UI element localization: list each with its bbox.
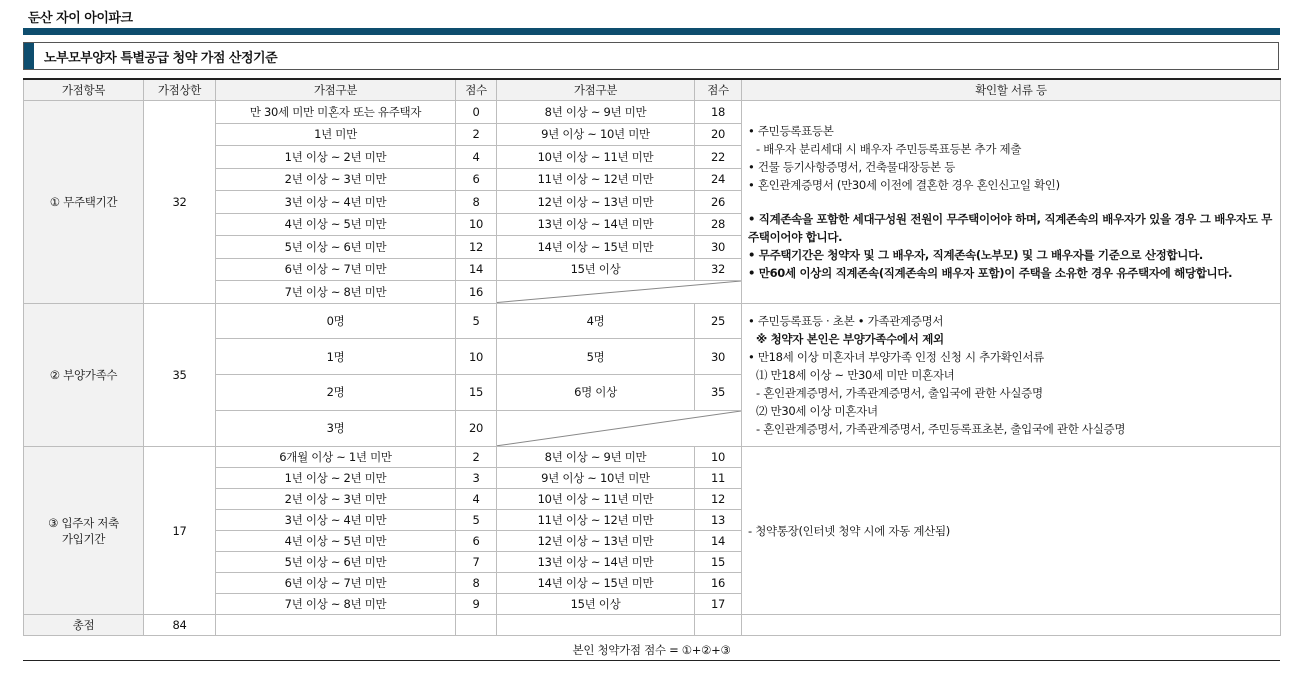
score-cell: 22 xyxy=(695,146,742,169)
score-cell: 15 xyxy=(695,552,742,573)
category-cell: 0명 xyxy=(216,303,456,339)
score-cell: 18 xyxy=(695,101,742,124)
diagonal-line xyxy=(497,411,741,446)
col-header-score-right: 점수 xyxy=(695,79,742,101)
empty-cell xyxy=(497,615,695,636)
max-savings-period: 17 xyxy=(144,446,216,615)
item-savings-period xyxy=(24,446,144,615)
doc-line: • 주민등록표등 · 초본 • 가족관계증명서 xyxy=(748,313,944,328)
score-cell: 32 xyxy=(695,258,742,281)
col-header-category-right: 가점구분 xyxy=(497,79,695,101)
brand-name: 둔산 자이 아이파크 xyxy=(28,11,133,26)
category-cell: 6년 이상 ~ 7년 미만 xyxy=(216,258,456,281)
score-cell: 25 xyxy=(695,303,742,339)
category-cell: 6명 이상 xyxy=(497,375,695,411)
score-cell: 14 xyxy=(456,258,497,281)
score-cell: 15 xyxy=(456,375,497,411)
score-cell: 10 xyxy=(456,339,497,375)
empty-cell xyxy=(742,615,1281,636)
doc-line: - 청약통장(인터넷 청약 시에 자동 계산됨) xyxy=(748,523,950,538)
score-cell: 6 xyxy=(456,531,497,552)
category-cell: 6개월 이상 ~ 1년 미만 xyxy=(216,446,456,467)
category-cell: 13년 이상 ~ 14년 미만 xyxy=(497,213,695,236)
score-cell: 20 xyxy=(456,410,497,446)
category-cell: 8년 이상 ~ 9년 미만 xyxy=(497,101,695,124)
col-header-category-left: 가점구분 xyxy=(216,79,456,101)
item-housing-period: ① 무주택기간 xyxy=(24,101,144,304)
category-cell: 11년 이상 ~ 12년 미만 xyxy=(497,509,695,530)
col-header-score-left: 점수 xyxy=(456,79,497,101)
score-cell: 14 xyxy=(695,531,742,552)
score-cell: 5 xyxy=(456,303,497,339)
max-housing-period: 32 xyxy=(144,101,216,304)
documents-savings-period xyxy=(742,446,1281,615)
score-cell: 8 xyxy=(456,573,497,594)
score-cell: 5 xyxy=(456,509,497,530)
score-cell: 10 xyxy=(695,446,742,467)
category-cell: 3명 xyxy=(216,410,456,446)
score-cell: 30 xyxy=(695,339,742,375)
empty-slash-cell xyxy=(497,281,742,304)
score-cell: 3 xyxy=(456,467,497,488)
category-cell: 1명 xyxy=(216,339,456,375)
diagonal-line xyxy=(497,281,741,303)
category-cell: 9년 이상 ~ 10년 미만 xyxy=(497,467,695,488)
category-cell: 13년 이상 ~ 14년 미만 xyxy=(497,552,695,573)
item-label-line: ③ 입주자 저축 xyxy=(48,515,119,530)
table-row xyxy=(24,303,1281,339)
item-label-line: 가입기간 xyxy=(61,531,106,546)
score-cell: 10 xyxy=(456,213,497,236)
category-cell: 7년 이상 ~ 8년 미만 xyxy=(216,594,456,615)
category-cell: 5년 이상 ~ 6년 미만 xyxy=(216,552,456,573)
score-cell: 35 xyxy=(695,375,742,411)
category-cell: 10년 이상 ~ 11년 미만 xyxy=(497,488,695,509)
doc-line: • 무주택기간은 청약자 및 그 배우자, 직계존속(노부모) 및 그 배우자를 기준으로 산정합니다. xyxy=(748,247,1203,262)
score-cell: 26 xyxy=(695,191,742,214)
table-header-row xyxy=(24,79,1281,101)
header-bar xyxy=(23,28,1280,35)
score-cell: 24 xyxy=(695,168,742,191)
doc-line: ※ 청약자 본인은 부양가족수에서 제외 xyxy=(756,331,944,346)
category-cell: 4년 이상 ~ 5년 미만 xyxy=(216,213,456,236)
score-cell: 2 xyxy=(456,446,497,467)
score-cell: 17 xyxy=(695,594,742,615)
doc-line: • 건물 등기사항증명서, 건축물대장등본 등 xyxy=(748,159,956,174)
total-value: 84 xyxy=(144,615,216,636)
title-accent xyxy=(24,43,34,69)
doc-line: • 혼인관계증명서 (만30세 이전에 결혼한 경우 혼인신고일 확인) xyxy=(748,177,1060,192)
category-cell: 8년 이상 ~ 9년 미만 xyxy=(497,446,695,467)
col-header-item: 가점항목 xyxy=(24,79,144,101)
score-cell: 8 xyxy=(456,191,497,214)
score-cell: 7 xyxy=(456,552,497,573)
category-cell: 5년 이상 ~ 6년 미만 xyxy=(216,236,456,259)
score-cell: 0 xyxy=(456,101,497,124)
score-cell: 16 xyxy=(695,573,742,594)
category-cell: 4명 xyxy=(497,303,695,339)
category-cell: 14년 이상 ~ 15년 미만 xyxy=(497,573,695,594)
doc-line: • 만18세 이상 미혼자녀 부양가족 인정 신청 시 추가확인서류 xyxy=(748,349,1044,364)
category-cell: 2명 xyxy=(216,375,456,411)
doc-line: - 혼인관계증명서, 가족관계증명서, 주민등록표초본, 출입국에 관한 사실증명 xyxy=(756,421,1126,436)
total-row xyxy=(24,615,1281,636)
category-cell: 7년 이상 ~ 8년 미만 xyxy=(216,281,456,304)
section-title: 노부모부양자 특별공급 청약 가점 산정기준 xyxy=(44,51,278,66)
score-cell: 13 xyxy=(695,509,742,530)
score-formula: 본인 청약가점 점수 = ①+②+③ xyxy=(23,640,1280,661)
score-cell: 12 xyxy=(695,488,742,509)
item-dependents: ② 부양가족수 xyxy=(24,303,144,446)
score-cell: 20 xyxy=(695,123,742,146)
category-cell: 4년 이상 ~ 5년 미만 xyxy=(216,531,456,552)
doc-line: • 직계존속을 포함한 세대구성원 전원이 무주택이어야 하며, 직계존속의 배우자가 있을 경우 그 배우자도 무주택이어야 합니다. xyxy=(748,211,1273,244)
score-cell: 4 xyxy=(456,488,497,509)
category-cell: 15년 이상 xyxy=(497,258,695,281)
category-cell: 3년 이상 ~ 4년 미만 xyxy=(216,509,456,530)
category-cell: 5명 xyxy=(497,339,695,375)
category-cell: 14년 이상 ~ 15년 미만 xyxy=(497,236,695,259)
doc-line: • 만60세 이상의 직계존속(직계존속의 배우자 포함)이 주택을 소유한 경우 유주택자에 해당합니다. xyxy=(748,265,1233,280)
category-cell: 1년 이상 ~ 2년 미만 xyxy=(216,146,456,169)
category-cell: 2년 이상 ~ 3년 미만 xyxy=(216,168,456,191)
doc-spacer xyxy=(748,194,1274,210)
doc-line: - 배우자 분리세대 시 배우자 주민등록표등본 추가 제출 xyxy=(756,141,1022,156)
category-cell: 15년 이상 xyxy=(497,594,695,615)
score-cell: 11 xyxy=(695,467,742,488)
score-cell: 9 xyxy=(456,594,497,615)
section-title-box xyxy=(23,42,1279,70)
doc-line: ⑴ 만18세 이상 ~ 만30세 미만 미혼자녀 xyxy=(756,367,955,382)
table-row xyxy=(24,101,1281,124)
total-label: 총점 xyxy=(24,615,144,636)
max-dependents: 35 xyxy=(144,303,216,446)
empty-cell xyxy=(456,615,497,636)
documents-dependents xyxy=(742,303,1281,446)
doc-line: - 혼인관계증명서, 가족관계증명서, 출입국에 관한 사실증명 xyxy=(756,385,1043,400)
score-cell: 2 xyxy=(456,123,497,146)
category-cell: 만 30세 미만 미혼자 또는 유주택자 xyxy=(216,101,456,124)
doc-line: ⑵ 만30세 이상 미혼자녀 xyxy=(756,403,878,418)
category-cell: 12년 이상 ~ 13년 미만 xyxy=(497,191,695,214)
category-cell: 12년 이상 ~ 13년 미만 xyxy=(497,531,695,552)
documents-housing-period xyxy=(742,101,1281,304)
score-cell: 16 xyxy=(456,281,497,304)
category-cell: 1년 이상 ~ 2년 미만 xyxy=(216,467,456,488)
score-cell: 28 xyxy=(695,213,742,236)
category-cell: 6년 이상 ~ 7년 미만 xyxy=(216,573,456,594)
category-cell: 9년 이상 ~ 10년 미만 xyxy=(497,123,695,146)
doc-line: • 주민등록표등본 xyxy=(748,123,834,138)
category-cell: 2년 이상 ~ 3년 미만 xyxy=(216,488,456,509)
empty-cell xyxy=(695,615,742,636)
category-cell: 10년 이상 ~ 11년 미만 xyxy=(497,146,695,169)
category-cell: 1년 미만 xyxy=(216,123,456,146)
score-table xyxy=(23,78,1281,636)
score-cell: 4 xyxy=(456,146,497,169)
score-cell: 30 xyxy=(695,236,742,259)
table-row xyxy=(24,446,1281,467)
col-header-documents: 확인할 서류 등 xyxy=(742,79,1281,101)
score-cell: 6 xyxy=(456,168,497,191)
col-header-max: 가점상한 xyxy=(144,79,216,101)
category-cell: 3년 이상 ~ 4년 미만 xyxy=(216,191,456,214)
category-cell: 11년 이상 ~ 12년 미만 xyxy=(497,168,695,191)
score-cell: 12 xyxy=(456,236,497,259)
empty-cell xyxy=(216,615,456,636)
empty-slash-cell xyxy=(497,410,742,446)
